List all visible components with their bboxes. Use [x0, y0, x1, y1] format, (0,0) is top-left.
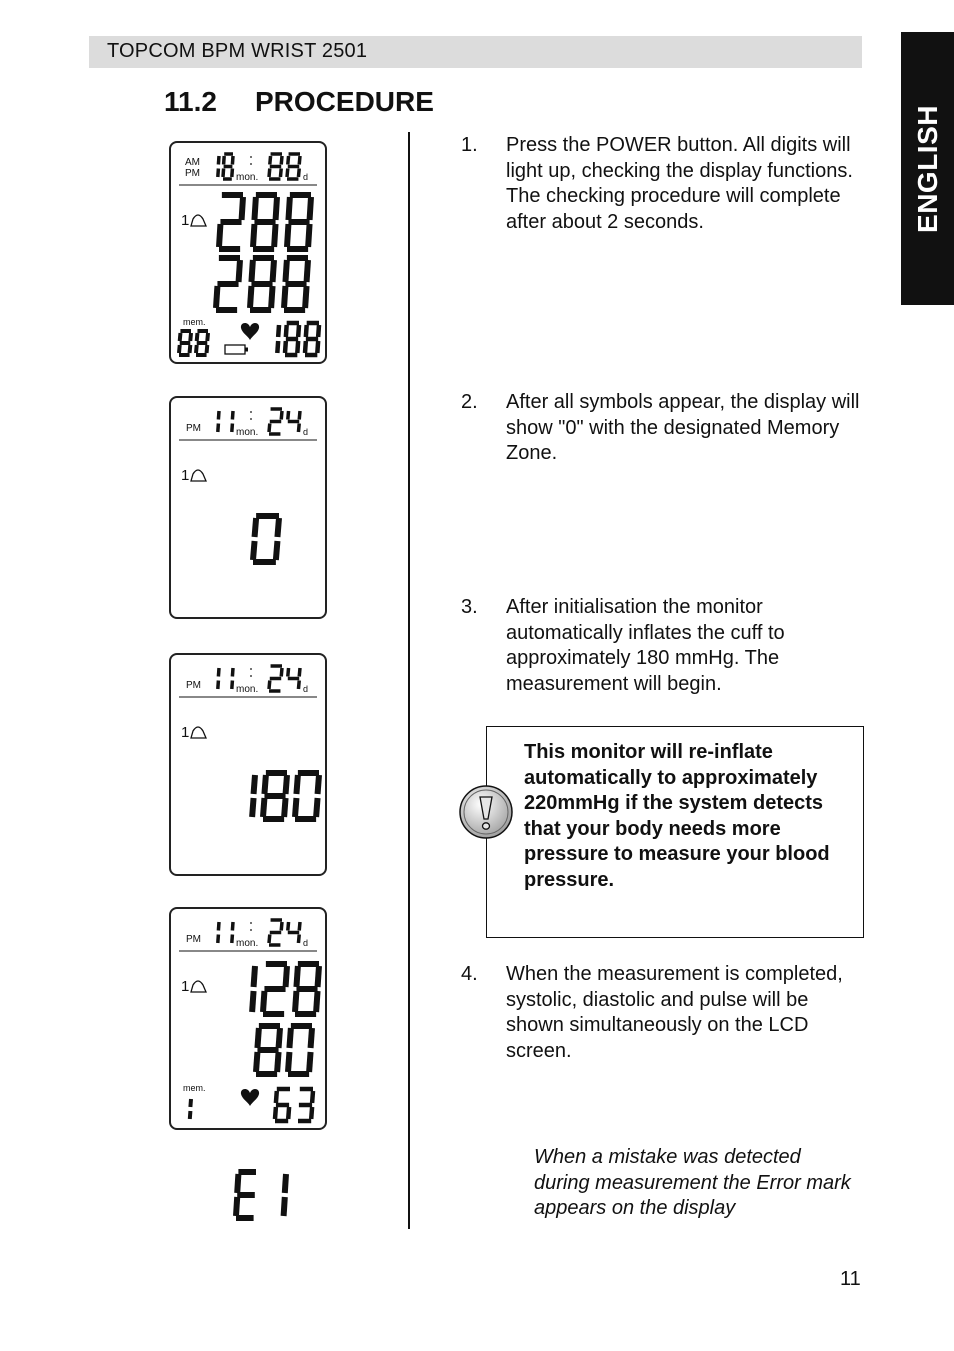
day-digit — [288, 922, 300, 943]
clock-digit — [218, 922, 219, 943]
section-number: 11.2 — [164, 86, 217, 117]
diastolic-digit — [256, 1026, 280, 1074]
error-note: When a mistake was detected during measurement the Error mark appears on the display — [534, 1146, 851, 1220]
step-text: After all symbols appear, the display will show "0" with the designated Memory Zone. — [506, 391, 860, 465]
month-label: mon. — [236, 427, 259, 438]
step-number: 2. — [461, 391, 478, 413]
step-1 — [461, 133, 861, 235]
running-header — [89, 36, 862, 68]
day-label: d — [303, 938, 309, 948]
lcd-error-code — [230, 1168, 300, 1229]
pulse-digit — [305, 323, 319, 355]
clock-digit — [232, 922, 233, 943]
systolic-digit — [252, 966, 255, 1012]
memory-zone-cuff-icon — [181, 467, 206, 484]
memory-zone-cuff-icon — [181, 978, 206, 995]
day-label: d — [303, 172, 309, 182]
warning-icon — [458, 783, 514, 846]
header-title: TOPCOM BPM WRIST 2501 — [107, 40, 368, 62]
clock-digit — [232, 668, 233, 689]
column-divider — [408, 132, 410, 1229]
lcd-result-display — [169, 907, 327, 1130]
clock-digit — [223, 154, 233, 179]
step-text: When the measurement is completed, systolic, diastolic and pulse will be shown simultaneously on the LCD screen. — [506, 963, 843, 1062]
page-number: 11 — [840, 1268, 861, 1290]
svg-text:1: 1 — [181, 978, 190, 995]
memory-zone-cuff-icon — [181, 212, 206, 229]
memory-label: mem. — [183, 1083, 206, 1093]
step-3 — [461, 595, 861, 697]
systolic-digit — [219, 195, 243, 249]
day-digit — [288, 668, 300, 689]
reading-digit — [253, 516, 279, 562]
heart-icon — [241, 323, 259, 340]
memory-label: mem. — [183, 317, 206, 327]
systolic-digit — [263, 964, 287, 1014]
error-letter-digit — [236, 1172, 256, 1218]
svg-text:1: 1 — [181, 724, 190, 741]
systolic-digit — [295, 964, 319, 1014]
lcd-zero-display — [169, 396, 327, 619]
day-label: d — [303, 684, 309, 694]
clock-digit — [218, 411, 219, 432]
pm-indicator: PM — [186, 934, 201, 945]
step-2 — [461, 390, 861, 467]
day-digit — [269, 920, 282, 945]
diastolic-digit — [284, 258, 308, 310]
pm-indicator: PM — [186, 680, 201, 691]
step-number: 3. — [461, 596, 478, 618]
diastolic-digit — [288, 1026, 312, 1074]
clock-digit — [218, 156, 219, 177]
memory-digit — [190, 1099, 191, 1119]
section-heading — [164, 86, 434, 118]
day-digit — [288, 411, 300, 432]
diastolic-digit — [216, 258, 240, 310]
day-digit — [269, 409, 282, 434]
diastolic-digit — [250, 258, 274, 310]
lcd-inflation-display — [169, 653, 327, 876]
clock-digit — [232, 411, 233, 432]
notice-text: This monitor will re-inflate automatically to approximately 220mmHg if the system detects that your body needs more pressure to measure your blood pressure. — [524, 741, 830, 891]
step-text: After initialisation the monitor automatically inflates the cuff to approximately 180 mmHg. The measurement will begin. — [506, 596, 785, 695]
language-tab-label: ENGLISH — [911, 104, 943, 233]
pulse-digit — [275, 1089, 290, 1121]
pm-indicator: PM — [186, 423, 201, 434]
battery-icon — [225, 345, 248, 354]
lcd-all-segments-display — [169, 141, 327, 364]
systolic-digit — [253, 195, 277, 249]
heart-icon — [241, 1089, 259, 1106]
month-label: mon. — [236, 172, 259, 183]
step-text: Press the POWER button. All digits will light up, checking the display functions. The checking procedure will complete after about 2 seconds. — [506, 134, 853, 233]
svg-text:1: 1 — [181, 467, 190, 484]
svg-text:1: 1 — [181, 212, 190, 229]
day-digit — [269, 154, 282, 179]
memory-zone-cuff-icon — [181, 724, 206, 741]
language-tab — [901, 32, 954, 305]
pulse-digit — [298, 1089, 313, 1121]
reading-digit — [263, 773, 287, 819]
month-label: mon. — [236, 938, 259, 949]
reading-digit — [252, 775, 255, 817]
step-number: 1. — [461, 134, 478, 156]
pm-indicator: PM — [185, 168, 200, 179]
clock-digit — [218, 668, 219, 689]
step-4 — [461, 962, 861, 1064]
month-label: mon. — [236, 684, 259, 695]
day-digit — [269, 666, 282, 691]
pulse-digit — [285, 323, 299, 355]
pulse-digit — [277, 325, 279, 353]
day-digit — [287, 154, 300, 179]
reading-digit — [295, 773, 319, 819]
systolic-digit — [287, 195, 311, 249]
day-label: d — [303, 427, 309, 437]
am-indicator: AM — [185, 157, 200, 168]
error-number-digit — [284, 1174, 286, 1216]
memory-digit — [179, 331, 191, 355]
step-number: 4. — [461, 963, 478, 985]
memory-digit — [196, 331, 208, 355]
notice-box — [486, 726, 864, 938]
section-title: PROCEDURE — [255, 86, 434, 117]
